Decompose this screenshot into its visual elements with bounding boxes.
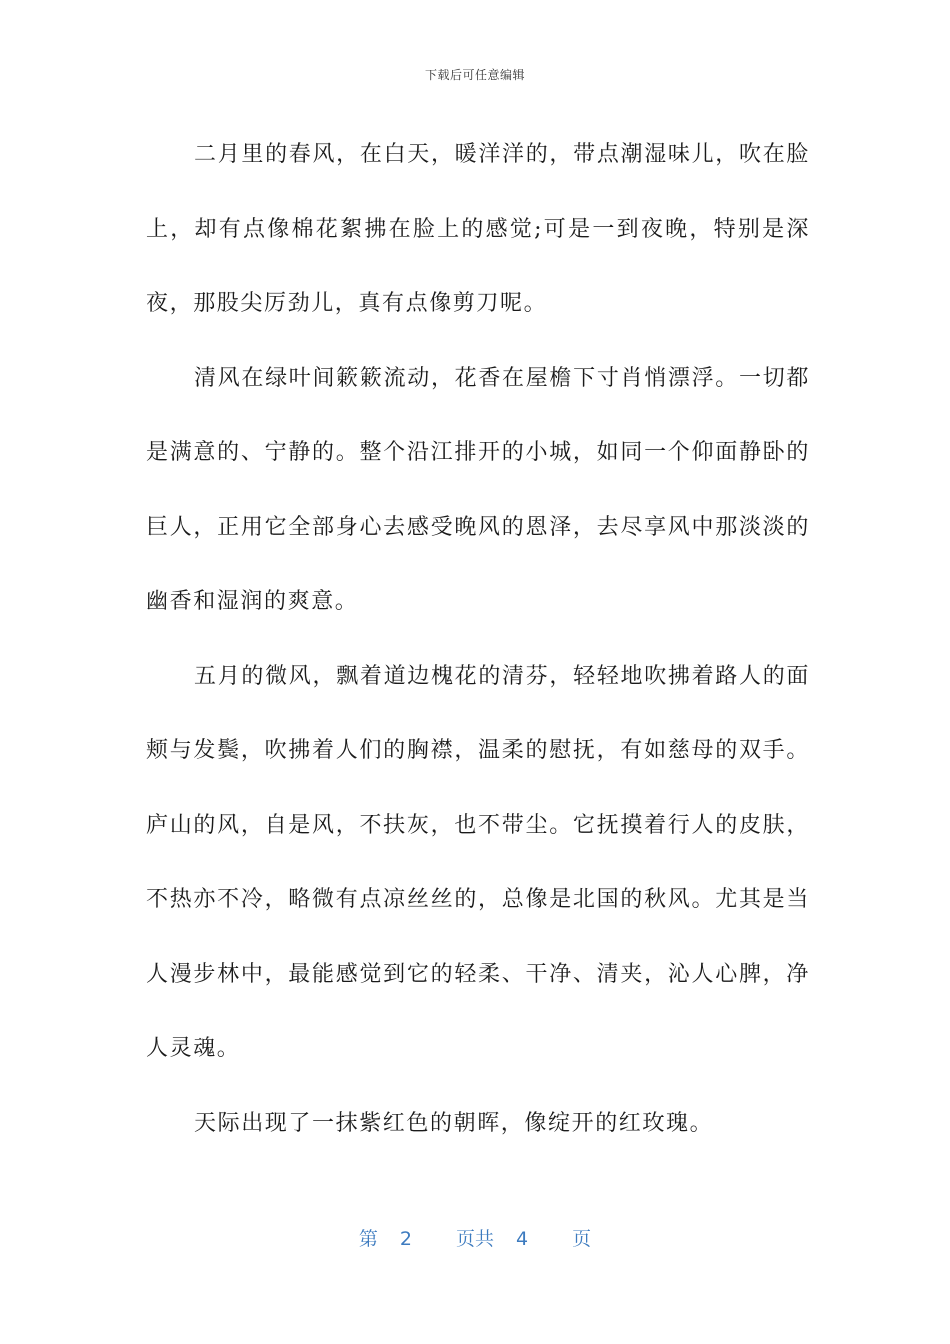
paragraph-3: 五月的微风，飘着道边槐花的清芬，轻轻地吹拂着路人的面颊与发鬓，吹拂着人们的胸襟，温柔的慰抚，有如慈母的双手。庐山的风，自是风，不扶灰，也不带尘。它抚摸着行人的皮肤，不热亦不冷，略微有点凉丝丝的，总像是北国的秋风。尤其是当人漫步林中，最能感觉到它的轻柔、干净、清夹，沁人心脾，净人灵魂。 xyxy=(146,663,810,1061)
paragraph-1: 二月里的春风，在白天，暖洋洋的，带点潮湿味儿，吹在脸上，却有点像棉花絮拂在脸上的感觉;可是一到夜晚，特别是深夜，那股尖厉劲儿，真有点像剪刀呢。 xyxy=(146,142,810,316)
paragraph-4: 天际出现了一抹紫红色的朝晖，像绽开的红玫瑰。 xyxy=(194,1110,714,1136)
header-note: 下载后可任意编辑 xyxy=(424,68,525,82)
footer-total-pages: 4 xyxy=(516,1228,529,1250)
document-body xyxy=(146,118,810,1161)
footer-suffix: 页 xyxy=(572,1228,592,1250)
paragraph-2: 清风在绿叶间簌簌流动，花香在屋檐下寸肖悄漂浮。一切都是满意的、宁静的。整个沿江排开的小城，如同一个仰面静卧的巨人，正用它全部身心去感受晚风的恩泽，去尽享风中那淡淡的幽香和湿润的爽意。 xyxy=(146,365,810,614)
footer-prefix: 第 xyxy=(358,1228,378,1250)
page-footer xyxy=(0,1224,950,1251)
footer-middle: 页共 xyxy=(455,1228,494,1250)
footer-page-number: 2 xyxy=(399,1228,412,1250)
